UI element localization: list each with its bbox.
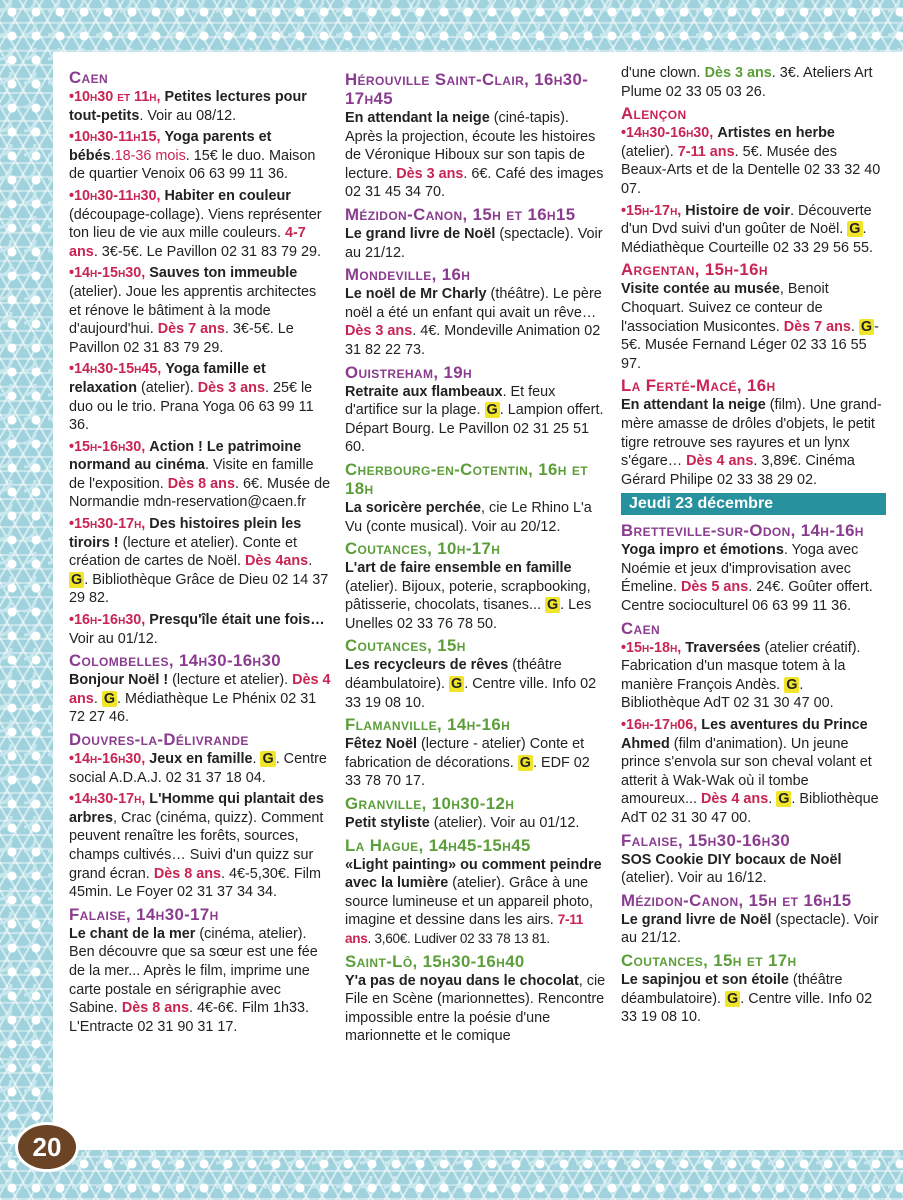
entry-text: Voir au 01/12. [69, 630, 158, 647]
entry-text: Les aventures du Prince Ahmed [621, 717, 868, 752]
entry-text: Y'a pas de noyau dans le chocolat [345, 972, 579, 989]
entry-text: En attendant la neige [621, 397, 766, 414]
event-entry [621, 851, 886, 888]
entry-text: «Light painting» ou comment peindre avec la lumière [345, 856, 602, 892]
entry-text: •14h30-15h45, [69, 361, 166, 378]
free-badge: G [849, 221, 861, 238]
location-heading: Coutances, 15h [345, 636, 466, 656]
entry-text: . [252, 751, 261, 767]
location-heading: Coutances, 15h et 17h [621, 950, 797, 970]
entry-text: . Centre ville. Info 02 33 19 08 10. [345, 676, 597, 711]
entry-text: .18-36 mois [110, 147, 186, 164]
entry-text: (atelier). Grâce à une source lumineuse et un appareil photo, imagine et dessine dans les airs. [345, 875, 593, 929]
location-heading: Cherbourg-en-Cotentin, 16h et 18h [345, 459, 589, 498]
event-entry [345, 735, 607, 791]
entry-text: Le grand livre de Noël [621, 911, 772, 928]
entry-text: . 6€. Café des images 02 31 45 34 70. [345, 165, 604, 201]
column-2 [345, 68, 607, 1049]
event-entry [345, 972, 607, 1046]
entry-text: 7-11 ans [345, 912, 584, 946]
event-entry [621, 124, 886, 198]
free-badge: G [71, 571, 83, 588]
entry-text: Dès 3 ans [704, 65, 772, 81]
entry-text: . Bibliothèque Grâce de Dieu 02 14 37 29 82. [69, 571, 329, 607]
location-heading: Douvres-la-Délivrande [69, 730, 249, 749]
entry-text: •16h-17h06, [621, 717, 702, 734]
entry-text: . 3,60€. Ludiver 02 33 78 13 81. [367, 931, 550, 946]
entry-text: Le grand livre de Noël [345, 225, 496, 242]
event-entry [69, 187, 331, 261]
event-entry [345, 559, 607, 633]
entry-text: . 24€. Goûter offert. Centre socioculturel 06 63 99 11 36. [621, 579, 873, 615]
entry-text: Dès 3 ans [396, 165, 464, 182]
location-heading: Coutances, 10h-17h [345, 539, 501, 559]
entry-text: •14h30-16h30, [621, 125, 718, 142]
entry-text: . Et feux d'artifice sur la plage. [345, 383, 556, 419]
entry-text: Dès 3 ans [197, 379, 265, 396]
entry-text: Le noël de Mr Charly [345, 286, 487, 303]
free-badge: G [262, 751, 274, 767]
entry-text: . 3€-5€. Le Pavillon 02 31 83 79 29. [69, 321, 294, 356]
entry-text: (atelier). Bijoux, poterie, scrapbooking, pâtisserie, chocolats, tisanes... [345, 578, 591, 614]
entry-text: •10h30-11h30, [69, 187, 165, 204]
entry-text: •14h-16h30, [69, 751, 150, 767]
entry-text: . [850, 318, 859, 335]
free-badge: G [451, 676, 463, 693]
column-1 [69, 66, 331, 1039]
event-entry [621, 911, 886, 948]
entry-text: (théâtre déambulatoire). [345, 657, 562, 693]
event-entry [69, 128, 331, 184]
event-entry [345, 656, 607, 712]
entry-text: . Centre social A.D.A.J. 02 31 37 18 04. [69, 751, 327, 786]
event-entry [621, 541, 886, 615]
free-badge: G [519, 754, 531, 771]
event-entry [69, 790, 331, 902]
day-band: Jeudi 23 décembre [621, 493, 886, 515]
event-entry [621, 280, 886, 373]
entry-text: Les recycleurs de rêves [345, 657, 509, 674]
entry-text: Retraite aux flambeaux [345, 383, 503, 400]
entry-text: Dès 3 ans [345, 323, 413, 340]
column-3 [621, 64, 886, 1030]
entry-text: d'une clown. [621, 65, 705, 81]
entry-text: . Voir au 08/12. [139, 107, 237, 124]
free-badge: G [860, 318, 873, 335]
entry-text: Le chant de la mer [69, 925, 196, 942]
location-heading: Hérouville Saint-Clair, 16h30-17h45 [345, 70, 589, 108]
entry-text: . EDF 02 33 78 70 17. [345, 754, 590, 790]
entry-text: Histoire de voir [685, 202, 791, 219]
entry-text: , Benoit Choquart. Suivez ce conteur de l'association Musicontes. [621, 281, 829, 335]
entry-text: Yoga impro et émotions [621, 542, 784, 559]
entry-text: Des histoires plein les tiroirs ! [69, 516, 302, 551]
entry-text: Petit styliste [345, 815, 430, 832]
entry-text: . 6€. Musée de Normandie mdn-reservation@caen.fr [69, 475, 331, 511]
entry-text: , cie Le Rhino L'a Vu (conte musical). Voir au 20/12. [345, 499, 592, 535]
entry-text: Dès 8 ans [121, 1000, 190, 1017]
entry-text: Action ! Le patrimoine normand au cinéma [69, 438, 302, 474]
entry-text: (atelier créatif). Fabrication d'un masque totem à la manière François Andès. [621, 639, 861, 693]
location-heading: Falaise, 14h30-17h [69, 904, 219, 924]
entry-text: (théâtre déambulatoire). [621, 971, 843, 1007]
entry-text: . Bibliothèque AdT 02 31 30 47 00. [621, 676, 834, 712]
event-entry [621, 971, 886, 1027]
free-badge: G [546, 597, 559, 614]
entry-text: Dès 4 ans [686, 453, 754, 470]
location-heading: Ouistreham, 19h [345, 362, 473, 382]
entry-text: . 4€. Mondeville Animation 02 31 82 22 73. [345, 323, 601, 358]
entry-text: . Les Unelles 02 33 76 78 50. [345, 597, 592, 632]
entry-text: . [93, 690, 102, 707]
entry-text: •15h30-17h, [69, 516, 150, 533]
entry-text: . Médiathèque Courteille 02 33 29 56 55. [621, 221, 874, 256]
entry-text: (ciné-tapis). Après la projection, écoute les histoires de Véronique Hiboux sur son tapis de lecture. [345, 110, 596, 182]
entry-text: -5€. Musée Fernand Léger 02 33 16 55 97. [621, 318, 879, 372]
entry-text: L'Homme qui plantait des arbres [69, 791, 324, 826]
entry-text: SOS Cookie DIY bocaux de Noël [621, 851, 842, 868]
entry-text: Dès 8 ans [153, 865, 222, 882]
entry-text: Fêtez Noël [345, 736, 417, 753]
entry-text: Yoga parents et bébés [69, 129, 272, 164]
entry-text: . 25€ le duo ou le trio. Prana Yoga 06 63 99 11 36. [69, 379, 314, 434]
page-number: 20 [18, 1125, 76, 1169]
location-heading: Mondeville, 16h [345, 265, 471, 285]
entry-text: Dès 4 ans [69, 672, 331, 707]
event-entry [345, 814, 607, 833]
location-heading: Mézidon-Canon, 15h et 16h15 [345, 204, 576, 224]
entry-text: (atelier). Voir au 16/12. [621, 870, 767, 887]
entry-text: (film d'animation). Un jeune prince s'envola sur son cheval volant et atterit à Wak-Wak où il tombe amoureux... [621, 735, 872, 808]
entry-text: 4-7 ans [69, 225, 306, 260]
location-heading: Colombelles, 14h30-16h30 [69, 651, 281, 671]
entry-text: . 3€-5€. Le Pavillon 02 31 83 79 29. [93, 243, 322, 260]
entry-text: Petites lectures pour tout-petits [69, 89, 307, 124]
entry-text: Artistes en herbe [717, 125, 835, 142]
entry-text: •15h-16h30, [69, 438, 150, 455]
entry-text: (cinéma, atelier). Ben découvre que sa sœur est une fée de la mer... Après le film, imprime une carte postale en sérigraphie avec Sabine. [69, 925, 318, 1017]
entry-text: , Crac (cinéma, quizz). Comment peuvent renaître les forêts, sources, champs cultivés… Suivi d'un quizz sur grand écran. [69, 809, 324, 882]
entry-text: •10h30-11h15, [69, 129, 165, 146]
event-entry [345, 285, 607, 359]
free-badge: G [727, 990, 739, 1007]
entry-text: . 15€ le duo. Maison de quartier Venoix 06 63 99 11 36. [69, 147, 316, 183]
entry-text: . Centre ville. Info 02 33 19 08 10. [621, 990, 873, 1026]
event-entry [69, 671, 331, 727]
entry-text: (lecture et atelier). Conte et création de cartes de Noël. [69, 534, 297, 570]
entry-text: . Bibliothèque AdT 02 31 30 47 00. [621, 791, 879, 826]
entry-text: . Découverte d'un Dvd suivi d'un goûter de Noël. [621, 202, 872, 238]
entry-text: . 5€. Musée des Beaux-Arts et de la Dentelle 02 33 32 40 07. [621, 143, 881, 197]
event-entry [345, 383, 607, 457]
entry-text: •16h-16h30, [69, 612, 150, 629]
event-entry [69, 925, 331, 1037]
entry-text: 7-11 ans [677, 143, 735, 160]
entry-text: Dès 4 ans [701, 791, 769, 808]
entry-text: (lecture et atelier). [168, 672, 293, 689]
location-heading: La Ferté-Macé, 16h [621, 376, 776, 396]
agenda-page [53, 52, 903, 1150]
location-heading: La Hague, 14h45-15h45 [345, 835, 531, 855]
entry-text: . Visite en famille de l'exposition. [69, 457, 314, 492]
entry-text: . 3€. Ateliers Art Plume 02 33 05 03 26. [621, 65, 873, 100]
event-entry [69, 438, 331, 512]
event-entry [345, 499, 607, 536]
free-badge: G [778, 791, 790, 808]
entry-text: Dès 5 ans [681, 579, 749, 596]
entry-text: Jeux en famille [149, 751, 253, 767]
free-badge: G [486, 402, 498, 419]
event-entry [345, 109, 607, 202]
entry-text: Presqu'île était une fois… [149, 612, 325, 629]
location-heading: Argentan, 15h-16h [621, 260, 768, 280]
entry-text: (atelier). [621, 143, 678, 160]
free-badge: G [786, 676, 798, 693]
entry-text: (film). Une grand-mère amasse de drôles d'objets, le petit tigre retrouve ses rayures et un lynx s'égare… [621, 397, 882, 470]
event-entry [621, 396, 886, 489]
event-entry [621, 716, 886, 828]
event-entry [621, 202, 886, 258]
entry-text: Sauves ton immeuble [149, 265, 298, 282]
entry-text: Habiter en couleur [164, 187, 291, 204]
location-heading: Caen [69, 68, 109, 87]
entry-text: Dès 4ans [244, 553, 309, 570]
entry-text: . [768, 791, 777, 808]
entry-text: (atelier). [136, 379, 198, 396]
entry-text: Dès 7 ans [157, 321, 225, 338]
entry-text: (théâtre). Le père noël a été un enfant qui avait un rêve… [345, 286, 602, 321]
entry-text: (atelier). Voir au 01/12. [429, 815, 580, 832]
event-entry [69, 88, 331, 125]
event-entry [69, 264, 331, 357]
event-entry [69, 611, 331, 648]
event-entry [621, 64, 886, 101]
entry-text: . [308, 553, 313, 570]
entry-text: . 3,89€. Cinéma Gérard Philipe 02 33 38 29 02. [621, 453, 855, 488]
location-heading: Bretteville-sur-Odon, 14h-16h [621, 521, 864, 541]
entry-text: Visite contée au musée [621, 281, 780, 298]
entry-text: . 4€-5,30€. Film 45min. Le Foyer 02 31 37 34 34. [69, 865, 321, 901]
entry-text: (spectacle). Voir au 21/12. [621, 911, 879, 947]
entry-text: . 4€-6€. Film 1h33. L'Entracte 02 31 90 31 17. [69, 1000, 309, 1035]
entry-text: •15h-17h, [621, 202, 686, 219]
event-entry [345, 856, 607, 949]
entry-text: •10h30 et 11h, [69, 89, 165, 105]
entry-text: Le sapinjou et son étoile [621, 971, 789, 988]
event-entry [69, 515, 331, 608]
entry-text: L'art de faire ensemble en famille [345, 560, 572, 577]
entry-text: Yoga famille et relaxation [69, 361, 266, 396]
location-heading: Mézidon-Canon, 15h et 16h15 [621, 890, 852, 910]
event-entry [621, 639, 886, 713]
free-badge: G [103, 690, 116, 707]
entry-text: . Yoga avec Noémie et jeux d'improvisation avec Émeline. [621, 542, 859, 596]
entry-text: Bonjour Noël ! [69, 672, 169, 689]
entry-text: En attendant la neige [345, 110, 490, 126]
entry-text: . Médiathèque Le Phénix 02 31 72 27 46. [69, 690, 317, 726]
event-entry [69, 360, 331, 434]
location-heading: Granville, 10h30-12h [345, 794, 515, 814]
location-heading: Saint-Lô, 15h30-16h40 [345, 951, 525, 971]
entry-text: Dès 7 ans [783, 318, 851, 335]
event-entry [345, 225, 607, 262]
location-heading: Falaise, 15h30-16h30 [621, 830, 791, 850]
entry-text: •14h30-17h, [69, 791, 150, 808]
location-heading: Alençon [621, 104, 687, 124]
entry-text: •14h-15h30, [69, 265, 150, 282]
entry-text: (découpage-collage). Viens représenter ton lieu de vie aux mille couleurs. [69, 206, 322, 242]
entry-text: La soricère perchée [345, 499, 481, 516]
entry-text: Traversées [685, 639, 761, 656]
entry-text: (lecture - atelier) Conte et fabrication de décorations. [345, 736, 585, 771]
entry-text: •15h-18h, [621, 639, 686, 656]
location-heading: Caen [621, 618, 661, 638]
entry-text: (spectacle). Voir au 21/12. [345, 225, 603, 261]
entry-text: . Lampion offert. Départ Bourg. Le Pavillon 02 31 25 51 60. [345, 402, 604, 456]
entry-text: Dès 8 ans [167, 475, 235, 492]
entry-text: (atelier). Joue les apprentis architectes et rénove le bâtiment à la mode d'aujourd'hui. [69, 283, 317, 338]
location-heading: Flamanville, 14h-16h [345, 715, 511, 735]
entry-text: , cie File en Scène (marionnettes). Rencontre impossible entre la poésie d'une marionnette et le comique [345, 972, 606, 1045]
event-entry [69, 750, 331, 787]
